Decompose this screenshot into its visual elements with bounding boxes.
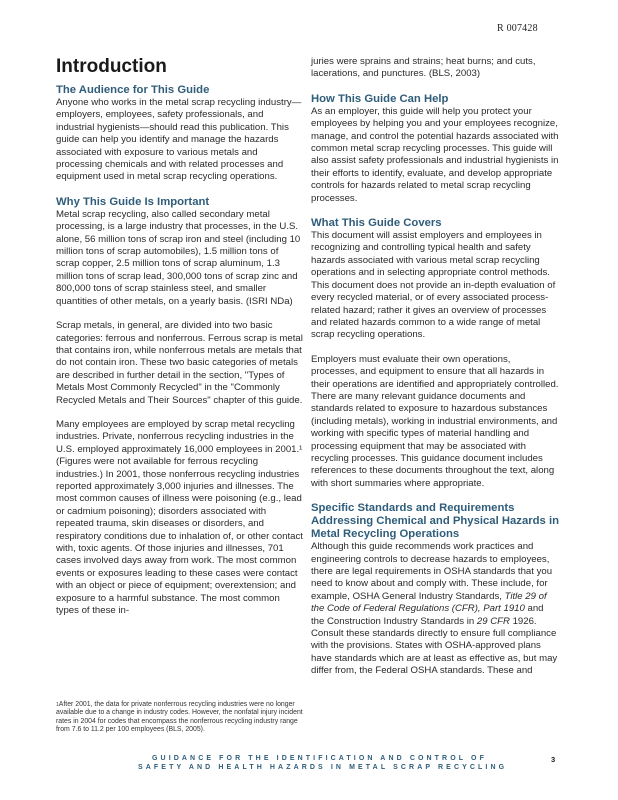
section-heading-standards: Specific Standards and Requirements Addressing Chemical and Physical Hazards in Metal Recycling Operations xyxy=(311,502,559,541)
paragraph-why-important-2: Scrap metals, in general, are divided into two basic categories: ferrous and nonferrous. Ferrous scrap is metal that contains iron, while nonferrous metals are metals that do not contain iron. These two basic categories of metals are described in further detail in the section, "Types of Metals Most Commonly Recycled" in the "Commonly Recycled Metals and Their Sources" chapter of this guide. xyxy=(56,320,303,406)
standards-text-e: 1926. Consult these standards directly to ensure full compliance with the provisions. States with OSHA-approved plans have standards which are at least as effective as, but may differ from, the Federal OSHA standards. These and xyxy=(311,615,558,677)
section-heading-why-important: Why This Guide Is Important xyxy=(56,195,210,208)
footer-title-line-1: GUIDANCE FOR THE IDENTIFICATION AND CONTROL OF xyxy=(152,755,487,762)
paragraph-why-important-3: Many employees are employed by scrap metal recycling industries. Private, nonferrous recycling industries in the U.S. employed approximately 16,000 employees in 2001.¹ (Figures were not available for ferrous recycling industries.) In 2001, those nonferrous recycling industries reported approximately 3,000 injuries and illnesses. The most common causes of illness were poisoning (e.g., lead or cadmium poisoning); disorders associated with repeated trauma, skin diseases or disorders, and respiratory conditions due to inhalation of, or other contact with, toxic agents. Of those injuries and illnesses, 701 cases involved days away from work. The most common events or exposures leading to these cases were contact with an object or piece of equipment; overextension; and exposure to a harmful substance. The most common types of these in- xyxy=(56,418,303,617)
standards-text-a: Although this guide recommends work practices and engineering controls to decrease hazards to employees, there are legal requirements in OSHA standards that you need to know about and comply with. These include, for example, OSHA General Industry Standards, xyxy=(311,541,553,602)
footnote-marker: 1 xyxy=(56,702,59,708)
paragraph-covers-2: Employers must evaluate their own operations, processes, and equipment to ensure that all hazards in their operations are identified and appropriately controlled. There are many relevant guidance documents and standards related to exposure to hazardous substances (including metals), working in industrial environments, and working with specific types of material handling and processing equipment that may be associated with recycling processes. This guidance document includes references to these documents throughout the text, along with short summaries where appropriate. xyxy=(311,353,559,489)
standards-cfr-short: 29 CFR xyxy=(476,615,510,627)
footnote-text: After 2001, the data for private nonferrous recycling industries were no longer available due to a change in industry codes. However, the nonfatal injury incident rates in 2004 for codes that encompass the nonferrous recycling industry range from 7.6 to 11.2 per 100 employees (BLS, 2005). xyxy=(56,701,303,734)
paragraph-continuation: juries were sprains and strains; heat burns; and cuts, lacerations, and punctures. (BLS, 2003) xyxy=(311,56,536,80)
standards-text-c: and the Construction Industry Standards in xyxy=(311,603,544,627)
page-number: 3 xyxy=(551,755,556,764)
section-heading-audience: The Audience for This Guide xyxy=(56,84,210,96)
paragraph-audience: Anyone who works in the metal scrap recycling industry—employers, employees, safety professionals, and industrial hygienists—should read this publication. This guide can help you identify and manage the hazards associated with exposure to various metals and processing chemicals and with related processes and equipment used in metal scrap recycling operations. xyxy=(56,97,302,183)
page-title: Introduction xyxy=(56,56,167,77)
section-heading-how-help: How This Guide Can Help xyxy=(311,92,449,105)
footer-title-line-2: SAFETY AND HEALTH HAZARDS IN METAL SCRAP RECYCLING xyxy=(138,764,508,771)
left-column xyxy=(56,56,304,617)
standards-cfr-citation: Title 29 of the Code of Federal Regulations (CFR), Part 1910 xyxy=(311,590,547,615)
paragraph-how-help: As an employer, this guide will help you protect your employees by helping you and your employees recognize, manage, and control the potential hazards associated with common metal scrap recycling processes. This guide will also assist safety professionals and industrial hygienists in their efforts to identify, evaluate, and develop appropriate controls for hazards related to metal scrap recycling processes. xyxy=(311,105,559,204)
bates-number: R 007428 xyxy=(497,23,538,34)
right-column xyxy=(311,56,559,678)
paragraph-covers-1: This document will assist employers and employees in recognizing and controlling typical health and safety hazards associated with various metal scrap recycling operations and in selecting appropriate control methods. This document does not provide an in-depth evaluation of every recycled material, or of every associated process-related hazard; rather it gives an overview of processes and related hazards common to a wide range of metal scrap recycling operations. xyxy=(311,230,556,341)
section-heading-covers: What This Guide Covers xyxy=(311,217,442,230)
paragraph-why-important-1: Metal scrap recycling, also called secondary metal processing, is a large industry that processes, in the U.S. alone, 56 million tons of scrap iron and steel (including 10 million tons of scrap automobiles), 1.5 million tons of scrap copper, 2.5 million tons of scrap aluminum, 1.3 million tons of scrap lead, 300,000 tons of scrap zinc and 800,000 tons of scrap stainless steel, and smaller quantities of other metals, on a yearly basis. (ISRI NDa) xyxy=(56,208,301,307)
footnote xyxy=(56,701,306,735)
paragraph-standards xyxy=(311,541,559,677)
